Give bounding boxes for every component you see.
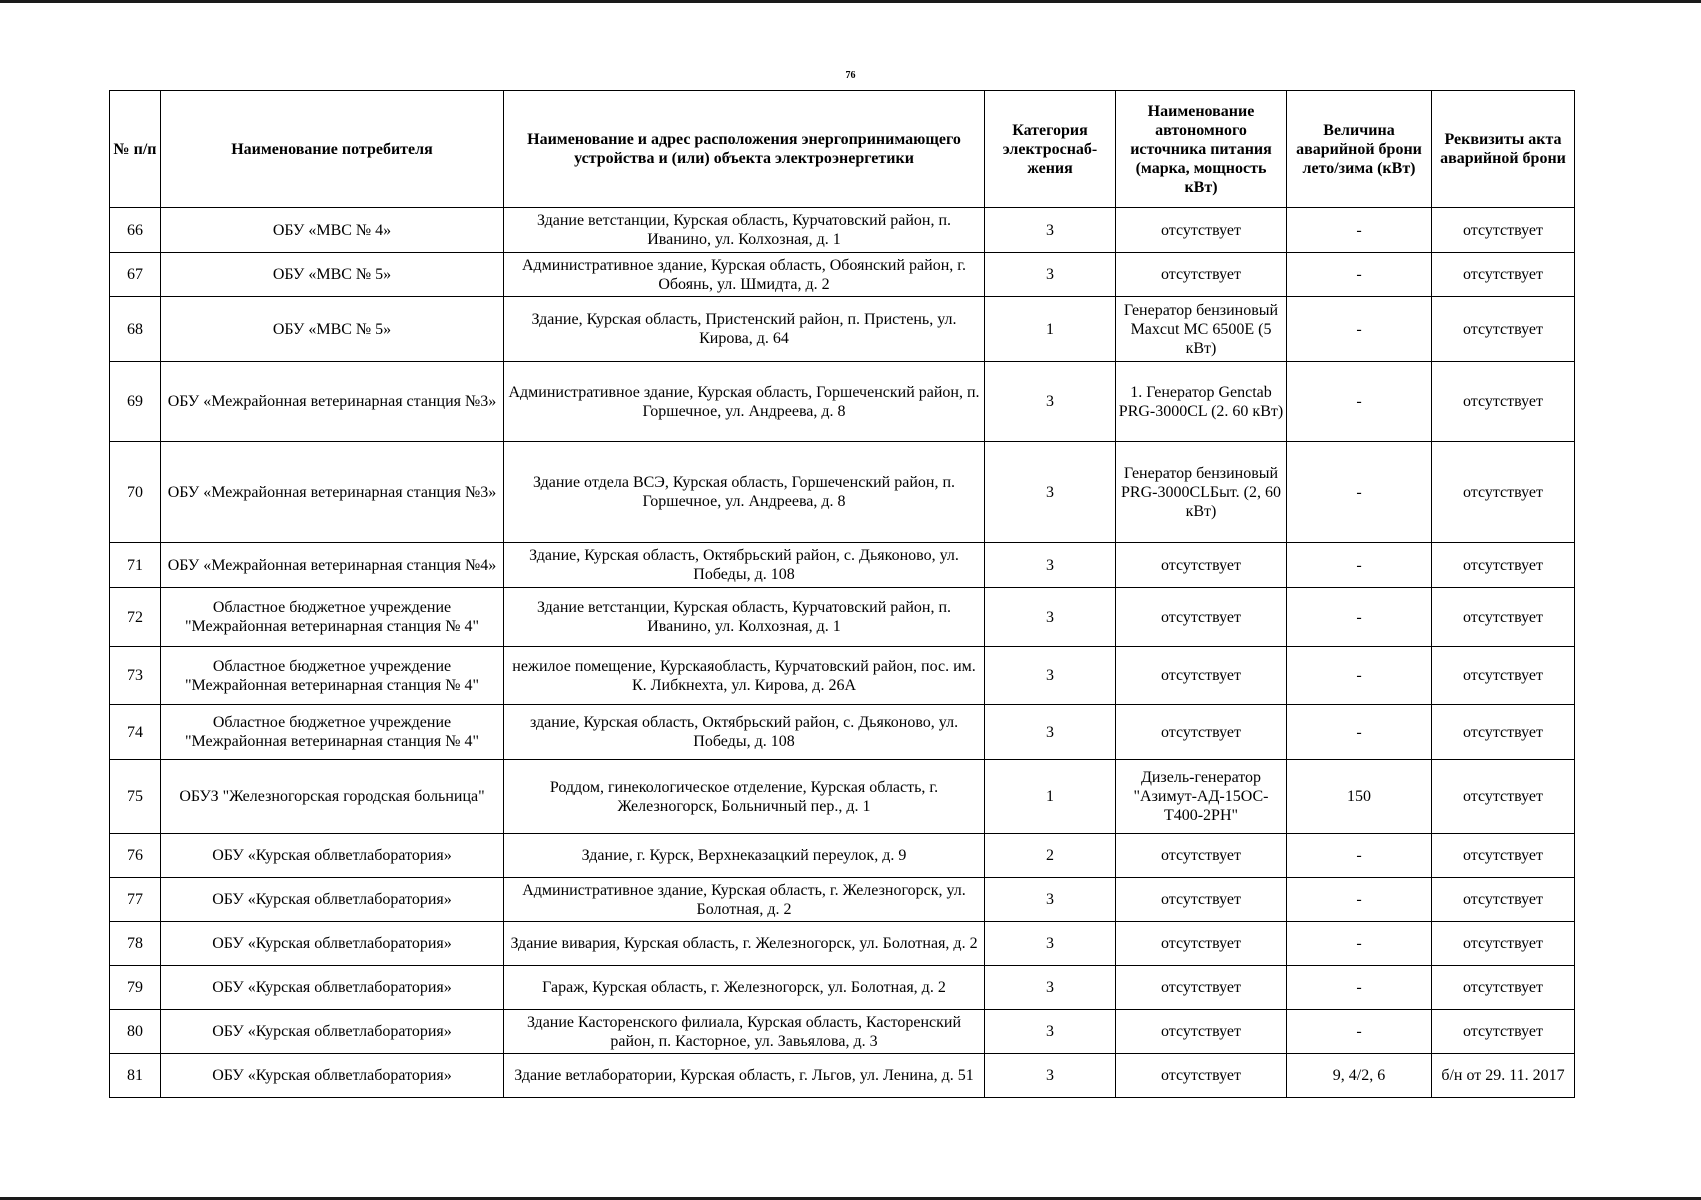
cell-source: Дизель-генератор "Азимут-АД-15ОС-Т400-2РН" (1116, 760, 1287, 834)
cell-address: Здание, Курская область, Октябрьский район, с. Дьяконово, ул. Победы, д. 108 (504, 543, 985, 588)
cell-address: Административное здание, Курская область, Обоянский район, г. Обоянь, ул. Шмидта, д. 2 (504, 253, 985, 297)
cell-category: 3 (985, 647, 1116, 705)
cell-reserve: - (1287, 442, 1432, 543)
cell-category: 3 (985, 922, 1116, 966)
cell-consumer: ОБУ «МВС № 5» (161, 297, 504, 362)
cell-act: отсутствует (1432, 760, 1575, 834)
cell-source: Генератор бензиновый PRG-3000CLБыт. (2, 60 кВт) (1116, 442, 1287, 543)
cell-act: отсутствует (1432, 362, 1575, 442)
cell-address: Здание Касторенского филиала, Курская область, Касторенский район, п. Касторное, ул. Завьялова, д. 3 (504, 1010, 985, 1054)
cell-num: 72 (110, 588, 161, 647)
cell-num: 73 (110, 647, 161, 705)
cell-source: Генератор бензиновый Maxcut MC 6500E (5 кВт) (1116, 297, 1287, 362)
cell-category: 1 (985, 297, 1116, 362)
cell-num: 81 (110, 1054, 161, 1098)
table-row (110, 922, 1575, 966)
cell-category: 3 (985, 1054, 1116, 1098)
cell-consumer: ОБУ «Курская облветлаборатория» (161, 1010, 504, 1054)
cell-address: Здание, г. Курск, Верхнеказацкий переулок, д. 9 (504, 834, 985, 878)
cell-reserve: - (1287, 543, 1432, 588)
cell-consumer: ОБУ «МВС № 5» (161, 253, 504, 297)
cell-reserve: - (1287, 834, 1432, 878)
table-row (110, 647, 1575, 705)
cell-num: 78 (110, 922, 161, 966)
table-row (110, 834, 1575, 878)
cell-act: отсутствует (1432, 1010, 1575, 1054)
cell-source: отсутствует (1116, 253, 1287, 297)
table-row (110, 878, 1575, 922)
cell-reserve: - (1287, 362, 1432, 442)
cell-source: отсутствует (1116, 1010, 1287, 1054)
emergency-reserve-table (109, 90, 1575, 1098)
cell-act: б/н от 29. 11. 2017 (1432, 1054, 1575, 1098)
cell-address: Здание вивария, Курская область, г. Железногорск, ул. Болотная, д. 2 (504, 922, 985, 966)
cell-act: отсутствует (1432, 878, 1575, 922)
header-address: Наименование и адрес расположения энергопринимающего устройства и (или) объекта электроэнергетики (504, 91, 985, 208)
cell-source: отсутствует (1116, 1054, 1287, 1098)
cell-source: 1. Генератор Genctab PRG-3000CL (2. 60 кВт) (1116, 362, 1287, 442)
cell-category: 3 (985, 442, 1116, 543)
cell-category: 3 (985, 588, 1116, 647)
cell-address: нежилое помещение, Курскаяобласть, Курчатовский район, пос. им. К. Либкнехта, ул. Кирова, д. 26А (504, 647, 985, 705)
cell-reserve: - (1287, 208, 1432, 253)
cell-category: 2 (985, 834, 1116, 878)
cell-consumer: Областное бюджетное учреждение "Межрайонная ветеринарная станция № 4" (161, 647, 504, 705)
header-reserve: Величина аварийной брони лето/зима (кВт) (1287, 91, 1432, 208)
cell-consumer: ОБУ «Курская облветлаборатория» (161, 878, 504, 922)
page-number: 76 (845, 70, 856, 81)
cell-num: 75 (110, 760, 161, 834)
cell-consumer: ОБУ «Курская облветлаборатория» (161, 1054, 504, 1098)
cell-act: отсутствует (1432, 966, 1575, 1010)
cell-act: отсутствует (1432, 208, 1575, 253)
cell-num: 74 (110, 705, 161, 760)
cell-consumer: Областное бюджетное учреждение "Межрайонная ветеринарная станция № 4" (161, 705, 504, 760)
cell-consumer: ОБУ «Межрайонная ветеринарная станция №3» (161, 442, 504, 543)
cell-reserve: 150 (1287, 760, 1432, 834)
cell-act: отсутствует (1432, 922, 1575, 966)
cell-address: Роддом, гинекологическое отделение, Курская область, г. Железногорск, Больничный пер., д. 1 (504, 760, 985, 834)
cell-category: 3 (985, 878, 1116, 922)
cell-category: 3 (985, 966, 1116, 1010)
cell-act: отсутствует (1432, 543, 1575, 588)
table-row (110, 588, 1575, 647)
cell-source: отсутствует (1116, 588, 1287, 647)
cell-source: отсутствует (1116, 543, 1287, 588)
cell-num: 80 (110, 1010, 161, 1054)
cell-reserve: - (1287, 705, 1432, 760)
cell-reserve: - (1287, 588, 1432, 647)
cell-category: 1 (985, 760, 1116, 834)
table-row (110, 705, 1575, 760)
table-row (110, 1010, 1575, 1054)
cell-num: 71 (110, 543, 161, 588)
header-source: Наименование автономного источника питания (марка, мощность кВт) (1116, 91, 1287, 208)
cell-category: 3 (985, 253, 1116, 297)
cell-category: 3 (985, 1010, 1116, 1054)
cell-consumer: ОБУ «Курская облветлаборатория» (161, 922, 504, 966)
cell-num: 66 (110, 208, 161, 253)
cell-reserve: - (1287, 878, 1432, 922)
table-row (110, 1054, 1575, 1098)
cell-consumer: ОБУ «Межрайонная ветеринарная станция №3» (161, 362, 504, 442)
table-row (110, 253, 1575, 297)
cell-reserve: - (1287, 253, 1432, 297)
cell-act: отсутствует (1432, 647, 1575, 705)
cell-source: отсутствует (1116, 705, 1287, 760)
cell-category: 3 (985, 362, 1116, 442)
cell-category: 3 (985, 208, 1116, 253)
cell-num: 70 (110, 442, 161, 543)
header-row (110, 91, 1575, 208)
table-row (110, 208, 1575, 253)
cell-reserve: 9, 4/2, 6 (1287, 1054, 1432, 1098)
table-row (110, 442, 1575, 543)
cell-address: здание, Курская область, Октябрьский район, с. Дьяконово, ул. Победы, д. 108 (504, 705, 985, 760)
cell-address: Здание ветлаборатории, Курская область, г. Льгов, ул. Ленина, д. 51 (504, 1054, 985, 1098)
cell-consumer: ОБУ «МВС № 4» (161, 208, 504, 253)
cell-act: отсутствует (1432, 588, 1575, 647)
cell-reserve: - (1287, 647, 1432, 705)
header-num: № п/п (110, 91, 161, 208)
scan-edge-top (0, 0, 1701, 3)
header-act: Реквизиты акта аварийной брони (1432, 91, 1575, 208)
cell-consumer: ОБУ «Курская облветлаборатория» (161, 834, 504, 878)
cell-reserve: - (1287, 1010, 1432, 1054)
table-row (110, 362, 1575, 442)
cell-source: отсутствует (1116, 878, 1287, 922)
cell-consumer: Областное бюджетное учреждение "Межрайонная ветеринарная станция № 4" (161, 588, 504, 647)
cell-consumer: ОБУЗ "Железногорская городская больница" (161, 760, 504, 834)
cell-act: отсутствует (1432, 705, 1575, 760)
cell-source: отсутствует (1116, 922, 1287, 966)
cell-reserve: - (1287, 922, 1432, 966)
cell-num: 76 (110, 834, 161, 878)
table-row (110, 543, 1575, 588)
cell-act: отсутствует (1432, 442, 1575, 543)
cell-act: отсутствует (1432, 834, 1575, 878)
cell-category: 3 (985, 705, 1116, 760)
cell-address: Здание ветстанции, Курская область, Курчатовский район, п. Иванино, ул. Колхозная, д. 1 (504, 588, 985, 647)
cell-address: Гараж, Курская область, г. Железногорск, ул. Болотная, д. 2 (504, 966, 985, 1010)
table-row (110, 297, 1575, 362)
cell-num: 69 (110, 362, 161, 442)
cell-address: Здание отдела ВСЭ, Курская область, Горшеченский район, п. Горшечное, ул. Андреева, д. 8 (504, 442, 985, 543)
cell-source: отсутствует (1116, 966, 1287, 1010)
header-consumer: Наименование потребителя (161, 91, 504, 208)
cell-num: 77 (110, 878, 161, 922)
cell-category: 3 (985, 543, 1116, 588)
cell-consumer: ОБУ «Межрайонная ветеринарная станция №4» (161, 543, 504, 588)
cell-source: отсутствует (1116, 647, 1287, 705)
cell-source: отсутствует (1116, 208, 1287, 253)
cell-act: отсутствует (1432, 253, 1575, 297)
cell-address: Административное здание, Курская область, г. Железногорск, ул. Болотная, д. 2 (504, 878, 985, 922)
cell-consumer: ОБУ «Курская облветлаборатория» (161, 966, 504, 1010)
cell-reserve: - (1287, 966, 1432, 1010)
table-row (110, 760, 1575, 834)
cell-act: отсутствует (1432, 297, 1575, 362)
cell-num: 79 (110, 966, 161, 1010)
cell-address: Здание, Курская область, Пристенский район, п. Пристень, ул. Кирова, д. 64 (504, 297, 985, 362)
cell-address: Административное здание, Курская область, Горшеченский район, п. Горшечное, ул. Андреева, д. 8 (504, 362, 985, 442)
cell-num: 68 (110, 297, 161, 362)
table-row (110, 966, 1575, 1010)
cell-reserve: - (1287, 297, 1432, 362)
cell-address: Здание ветстанции, Курская область, Курчатовский район, п. Иванино, ул. Колхозная, д. 1 (504, 208, 985, 253)
header-category: Категория электроснаб-жения (985, 91, 1116, 208)
cell-source: отсутствует (1116, 834, 1287, 878)
cell-num: 67 (110, 253, 161, 297)
